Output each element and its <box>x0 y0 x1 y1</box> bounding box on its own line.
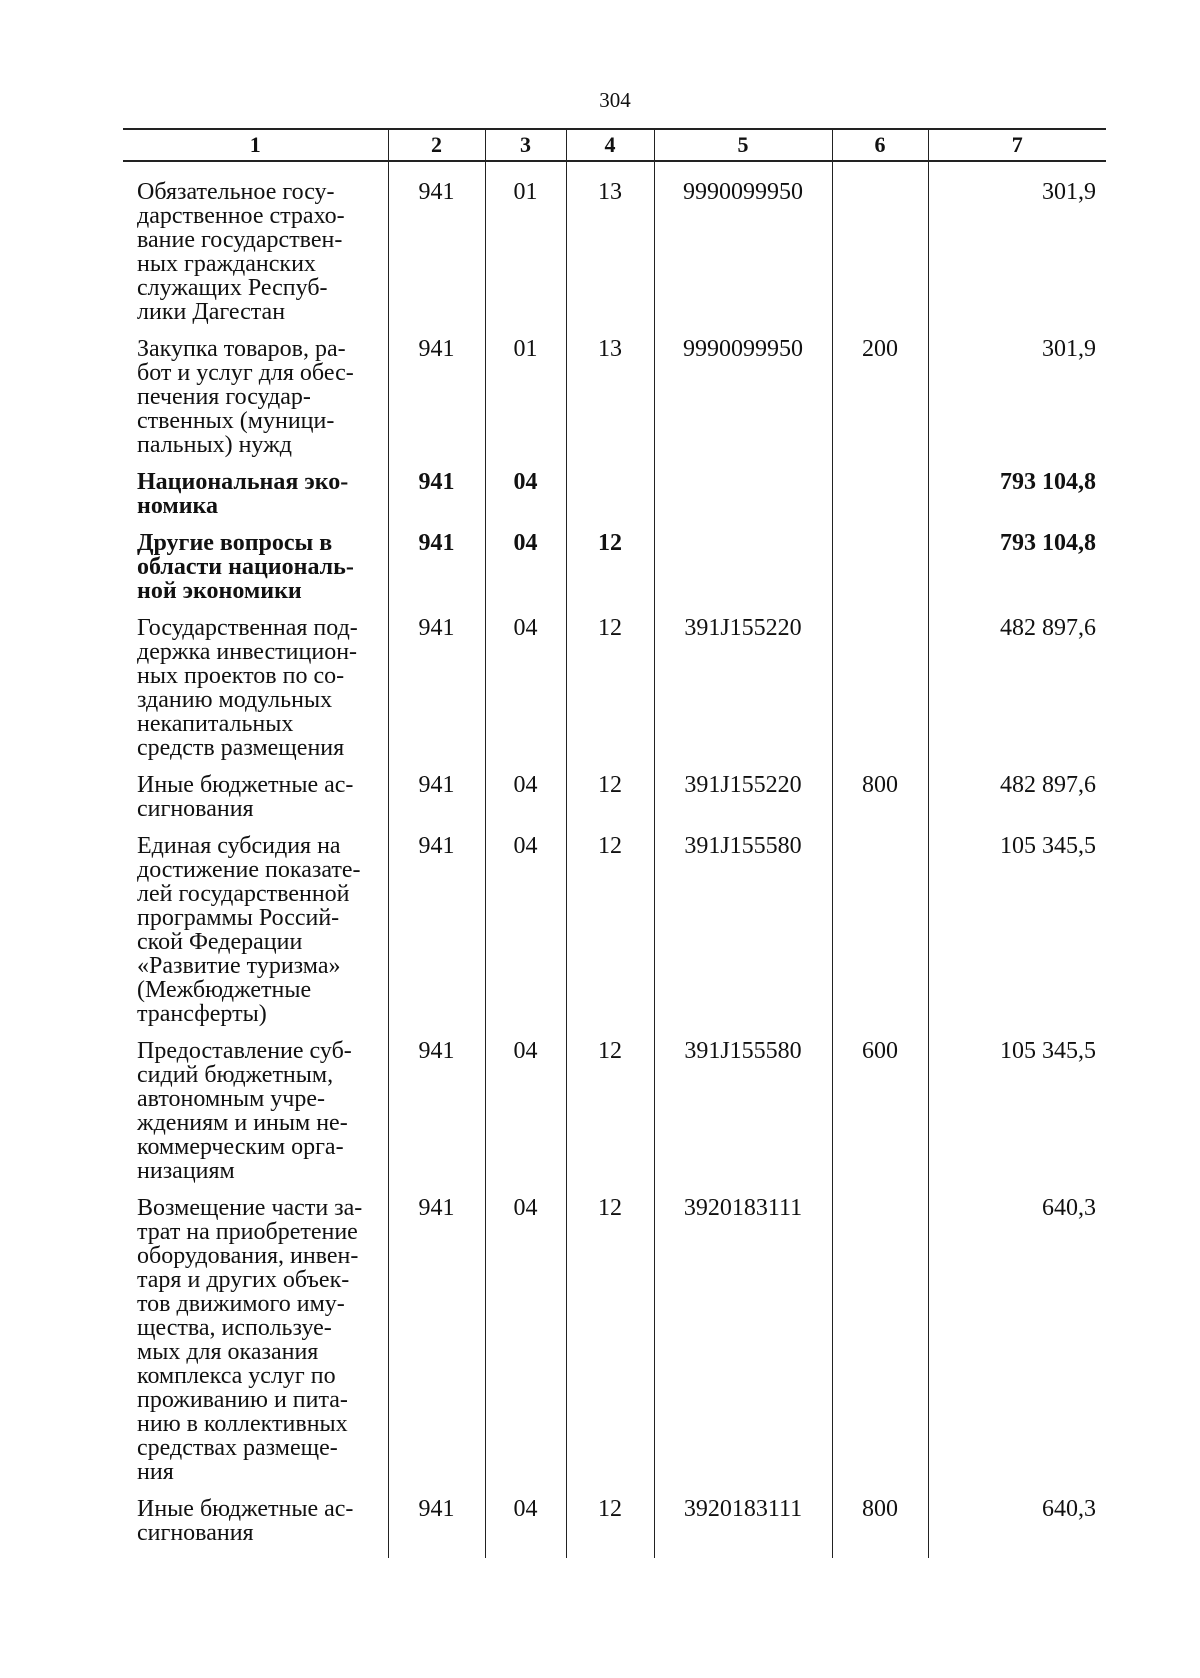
row-subsection-cell: 13 <box>566 180 654 337</box>
table-row <box>123 1039 1106 1196</box>
row-name-cell: Другие вопросы в области националь- ной экономики <box>137 530 354 604</box>
table-row <box>123 773 1106 834</box>
column-header-4: 4 <box>566 129 654 161</box>
row-grbs-cell: 941 <box>388 180 485 337</box>
row-expense-type-cell: 600 <box>832 1039 928 1196</box>
column-header-2: 2 <box>388 129 485 161</box>
row-target-article-cell: 391J155580 <box>654 834 832 1039</box>
row-grbs-cell: 941 <box>388 337 485 470</box>
table-row <box>123 337 1106 470</box>
budget-table <box>123 128 1106 1558</box>
row-section-cell: 01 <box>485 337 566 470</box>
row-subsection-cell: 12 <box>566 616 654 773</box>
row-amount-cell: 301,9 <box>928 180 1106 337</box>
row-section-cell: 04 <box>485 531 566 616</box>
row-section-cell: 04 <box>485 773 566 834</box>
table-header <box>123 129 1106 161</box>
row-target-article-cell: 391J155580 <box>654 1039 832 1196</box>
row-expense-type-cell: 800 <box>832 773 928 834</box>
page-number: 304 <box>599 88 631 112</box>
row-amount-cell: 482 897,6 <box>928 773 1106 834</box>
row-section-cell: 04 <box>485 616 566 773</box>
row-subsection-cell: 13 <box>566 337 654 470</box>
row-amount-cell: 105 345,5 <box>928 1039 1106 1196</box>
table-row <box>123 531 1106 616</box>
row-section-cell: 04 <box>485 834 566 1039</box>
row-grbs-cell: 941 <box>388 616 485 773</box>
table-row <box>123 180 1106 337</box>
table-spacer-row <box>123 161 1106 180</box>
row-subsection-cell <box>566 470 654 531</box>
row-subsection-cell: 12 <box>566 1039 654 1196</box>
table-body <box>123 161 1106 1558</box>
row-target-article-cell: 9990099950 <box>654 337 832 470</box>
table-row <box>123 616 1106 773</box>
row-target-article-cell: 391J155220 <box>654 616 832 773</box>
row-section-cell: 04 <box>485 1039 566 1196</box>
row-expense-type-cell <box>832 834 928 1039</box>
row-target-article-cell: 9990099950 <box>654 180 832 337</box>
row-target-article-cell: 3920183111 <box>654 1196 832 1497</box>
row-expense-type-cell: 200 <box>832 337 928 470</box>
row-expense-type-cell <box>832 531 928 616</box>
row-name-cell: Предоставление суб- сидий бюджетным, автономным учре- ждениям и иным не- коммерческим орга- низациям <box>137 1038 352 1184</box>
column-header-7: 7 <box>928 129 1106 161</box>
row-section-cell: 04 <box>485 1497 566 1558</box>
row-subsection-cell: 12 <box>566 531 654 616</box>
row-name-cell: Государственная под- держка инвестицион- ных проектов по со- зданию модульных некапитальных средств размещения <box>137 615 358 761</box>
row-target-article-cell: 3920183111 <box>654 1497 832 1558</box>
row-subsection-cell: 12 <box>566 1196 654 1497</box>
row-expense-type-cell <box>832 470 928 531</box>
row-name-cell: Обязательное госу- дарственное страхо- вание государствен- ных гражданских служащих Респуб- лики Дагестан <box>137 179 345 325</box>
row-name-cell: Национальная эко- номика <box>137 469 349 519</box>
row-expense-type-cell <box>832 1196 928 1497</box>
row-target-article-cell <box>654 531 832 616</box>
row-subsection-cell: 12 <box>566 773 654 834</box>
row-amount-cell: 793 104,8 <box>928 531 1106 616</box>
row-expense-type-cell: 800 <box>832 1497 928 1558</box>
row-amount-cell: 301,9 <box>928 337 1106 470</box>
row-amount-cell: 640,3 <box>928 1497 1106 1558</box>
row-name-cell: Закупка товаров, ра- бот и услуг для обес- печения государ- ственных (муници- пальных) нужд <box>137 336 354 458</box>
row-section-cell: 04 <box>485 470 566 531</box>
row-section-cell: 01 <box>485 180 566 337</box>
row-grbs-cell: 941 <box>388 531 485 616</box>
row-grbs-cell: 941 <box>388 1196 485 1497</box>
row-name-cell: Возмещение части за- трат на приобретение оборудования, инвен- таря и других объек- тов движимого иму- щества, используе- мых для оказания комплекса услуг по проживанию и пита- нию в коллективных средствах размеще- ния <box>137 1195 363 1485</box>
row-subsection-cell: 12 <box>566 834 654 1039</box>
row-section-cell: 04 <box>485 1196 566 1497</box>
row-expense-type-cell <box>832 180 928 337</box>
table-row <box>123 1497 1106 1558</box>
row-amount-cell: 105 345,5 <box>928 834 1106 1039</box>
row-name-cell: Единая субсидия на достижение показате- лей государственной программы Россий- ской Федерации «Развитие туризма» (Межбюджетные трансферты) <box>137 833 361 1027</box>
row-grbs-cell: 941 <box>388 834 485 1039</box>
row-subsection-cell: 12 <box>566 1497 654 1558</box>
row-target-article-cell: 391J155220 <box>654 773 832 834</box>
table-row <box>123 834 1106 1039</box>
column-header-6: 6 <box>832 129 928 161</box>
row-name-cell: Иные бюджетные ас- сигнования <box>137 1496 354 1546</box>
row-grbs-cell: 941 <box>388 1497 485 1558</box>
row-grbs-cell: 941 <box>388 1039 485 1196</box>
column-header-3: 3 <box>485 129 566 161</box>
row-amount-cell: 793 104,8 <box>928 470 1106 531</box>
row-expense-type-cell <box>832 616 928 773</box>
column-header-1: 1 <box>123 129 388 161</box>
table-row <box>123 1196 1106 1497</box>
column-header-5: 5 <box>654 129 832 161</box>
row-name-cell: Иные бюджетные ас- сигнования <box>137 772 354 822</box>
table-row <box>123 470 1106 531</box>
row-grbs-cell: 941 <box>388 773 485 834</box>
row-grbs-cell: 941 <box>388 470 485 531</box>
row-target-article-cell <box>654 470 832 531</box>
row-amount-cell: 482 897,6 <box>928 616 1106 773</box>
header-row <box>123 129 1106 161</box>
row-amount-cell: 640,3 <box>928 1196 1106 1497</box>
